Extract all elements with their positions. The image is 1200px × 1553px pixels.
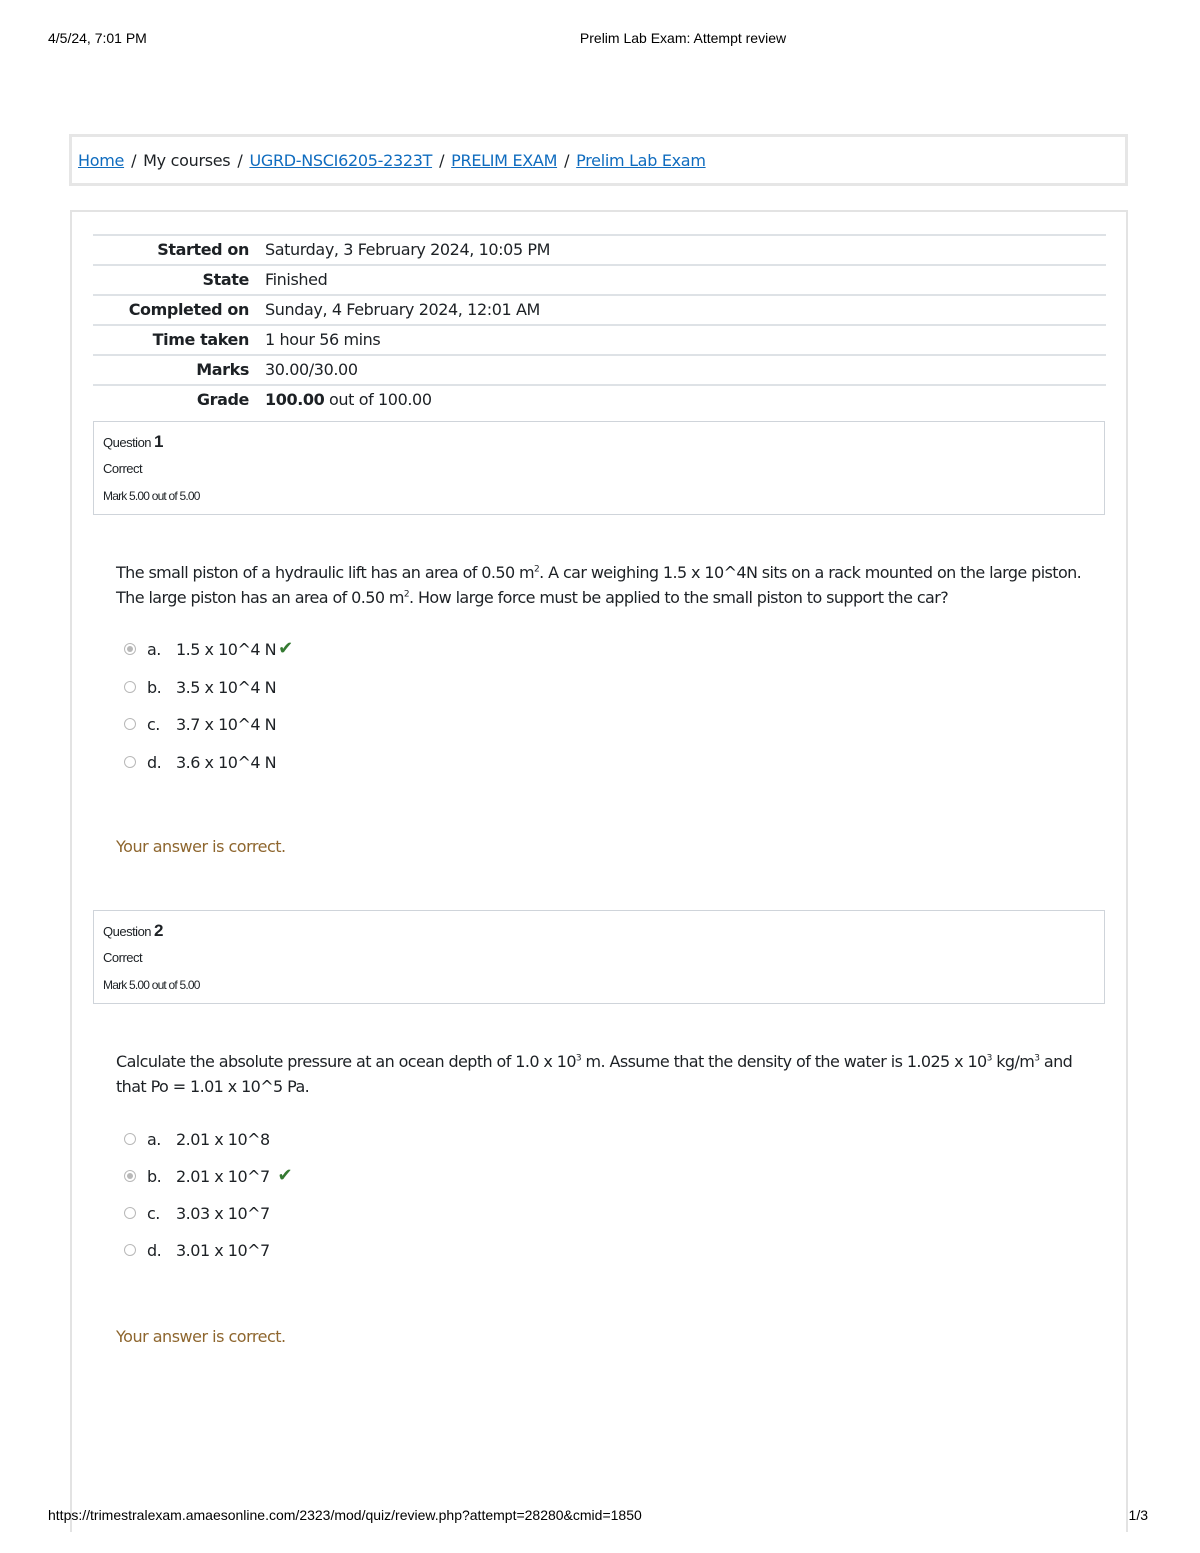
question-state: Correct (103, 950, 143, 965)
question-text-part: and that Po = 1.01 x 10^5 Pa. (116, 1052, 1073, 1096)
answer-option-2b[interactable] (124, 1164, 292, 1188)
question-number (103, 432, 163, 452)
radio-button[interactable] (124, 1133, 136, 1145)
question-info-1 (93, 421, 1105, 515)
question-text-part: m. Assume that the density of the water is 1.025 x 10 (581, 1052, 987, 1071)
question-state: Correct (103, 461, 143, 476)
print-header (48, 30, 1148, 50)
grade-suffix: out of 100.00 (329, 390, 432, 409)
summary-value (257, 385, 1106, 414)
summary-value: Saturday, 3 February 2024, 10:05 PM (265, 240, 551, 259)
answer-option-2a[interactable] (124, 1127, 270, 1151)
superscript: 3 (575, 1053, 582, 1064)
grade-value: 100.00 (265, 390, 325, 409)
summary-value: 1 hour 56 mins (265, 330, 381, 349)
answer-option-2d[interactable] (124, 1238, 270, 1262)
breadcrumb-separator: / (439, 151, 445, 170)
superscript: 2 (534, 564, 540, 575)
summary-label: Marks (196, 360, 249, 379)
feedback-text-1: Your answer is correct. (116, 837, 286, 856)
answer-option-1b[interactable] (124, 675, 276, 699)
print-title: Prelim Lab Exam: Attempt review (579, 30, 787, 46)
summary-row-completed (93, 295, 1106, 325)
summary-row-grade (93, 385, 1106, 414)
question-grade: Mark 5.00 out of 5.00 (103, 978, 200, 992)
question-info-2 (93, 910, 1105, 1004)
answer-text: 1.5 x 10^4 N (176, 639, 277, 659)
print-date: 4/5/24, 7:01 PM (48, 30, 147, 46)
question-text-part: . How large force must be applied to the small piston to support the car? (409, 588, 949, 607)
question-text-part: Calculate the absolute pressure at an ocean depth of 1.0 x 10 (116, 1052, 576, 1071)
summary-row-marks (93, 355, 1106, 385)
attempt-summary-table (93, 234, 1106, 414)
question-number-value: 2 (154, 921, 164, 940)
question-text-part: . A car weighing 1.5 x 10^4N sits on a rack mounted on the large piston. The large piston has an area of 0.50 m (116, 563, 1082, 607)
answer-text: 2.01 x 10^8 (176, 1129, 270, 1149)
summary-row-state (93, 265, 1106, 295)
summary-row-time-taken (93, 325, 1106, 355)
breadcrumb-section-link[interactable]: PRELIM EXAM (451, 151, 558, 170)
answer-text: 2.01 x 10^7 (176, 1166, 270, 1186)
answer-text: 3.01 x 10^7 (176, 1240, 270, 1260)
breadcrumb-course-link[interactable]: UGRD-NSCI6205-2323T (249, 151, 433, 170)
question-text-1 (116, 560, 1091, 610)
answer-option-1c[interactable] (124, 712, 276, 736)
superscript: 3 (1034, 1053, 1040, 1064)
superscript: 3 (986, 1053, 992, 1064)
answer-option-2c[interactable] (124, 1201, 270, 1225)
radio-button-checked[interactable] (124, 1170, 136, 1182)
feedback-text-2: Your answer is correct. (116, 1327, 286, 1346)
question-text-part: The small piston of a hydraulic lift has an area of 0.50 m (116, 563, 535, 582)
question-text-part: kg/m (991, 1052, 1035, 1071)
question-number-value: 1 (154, 432, 164, 451)
breadcrumb-separator: / (131, 151, 137, 170)
radio-button[interactable] (124, 718, 136, 730)
summary-label: Completed on (128, 300, 249, 319)
breadcrumb (78, 151, 706, 170)
summary-label: Time taken (152, 330, 249, 349)
summary-value: Finished (265, 270, 328, 289)
answer-letter: c. (147, 714, 160, 734)
question-text-2 (116, 1049, 1091, 1099)
breadcrumb-container (69, 134, 1128, 186)
radio-button[interactable] (124, 681, 136, 693)
answer-letter: a. (147, 1129, 161, 1149)
breadcrumb-my-courses: My courses (143, 151, 231, 170)
answer-text: 3.6 x 10^4 N (176, 752, 277, 772)
breadcrumb-quiz-link[interactable]: Prelim Lab Exam (576, 151, 706, 170)
summary-label: Started on (157, 240, 249, 259)
answer-text: 3.7 x 10^4 N (176, 714, 277, 734)
answer-letter: b. (147, 677, 162, 697)
print-page-number: 1/3 (1128, 1507, 1148, 1523)
question-number (103, 921, 163, 941)
breadcrumb-separator: / (564, 151, 570, 170)
summary-label: State (202, 270, 249, 289)
question-label: Question (103, 924, 152, 939)
answer-option-1d[interactable] (124, 750, 276, 774)
summary-value: Sunday, 4 February 2024, 12:01 AM (265, 300, 540, 319)
check-icon: ✔ (271, 1165, 293, 1186)
answer-letter: c. (147, 1203, 160, 1223)
check-icon: ✔ (278, 638, 293, 659)
answer-option-1a[interactable] (124, 637, 293, 661)
print-url: https://trimestralexam.amaesonline.com/2323/mod/quiz/review.php?attempt=28280&cmid=1850 (48, 1507, 642, 1523)
question-label: Question (103, 435, 152, 450)
radio-button-checked[interactable] (124, 643, 136, 655)
print-footer (48, 1507, 1148, 1527)
radio-button[interactable] (124, 1207, 136, 1219)
radio-button[interactable] (124, 1244, 136, 1256)
breadcrumb-separator: / (237, 151, 243, 170)
question-grade: Mark 5.00 out of 5.00 (103, 489, 200, 503)
answer-letter: d. (147, 1240, 162, 1260)
answer-letter: d. (147, 752, 162, 772)
summary-value: 30.00/30.00 (265, 360, 358, 379)
radio-button[interactable] (124, 756, 136, 768)
summary-label: Grade (196, 390, 249, 409)
breadcrumb-home-link[interactable]: Home (78, 151, 125, 170)
answer-letter: b. (147, 1166, 162, 1186)
summary-row-started (93, 235, 1106, 265)
superscript: 2 (403, 589, 410, 600)
answer-text: 3.5 x 10^4 N (176, 677, 277, 697)
answer-letter: a. (147, 639, 161, 659)
answer-text: 3.03 x 10^7 (176, 1203, 270, 1223)
